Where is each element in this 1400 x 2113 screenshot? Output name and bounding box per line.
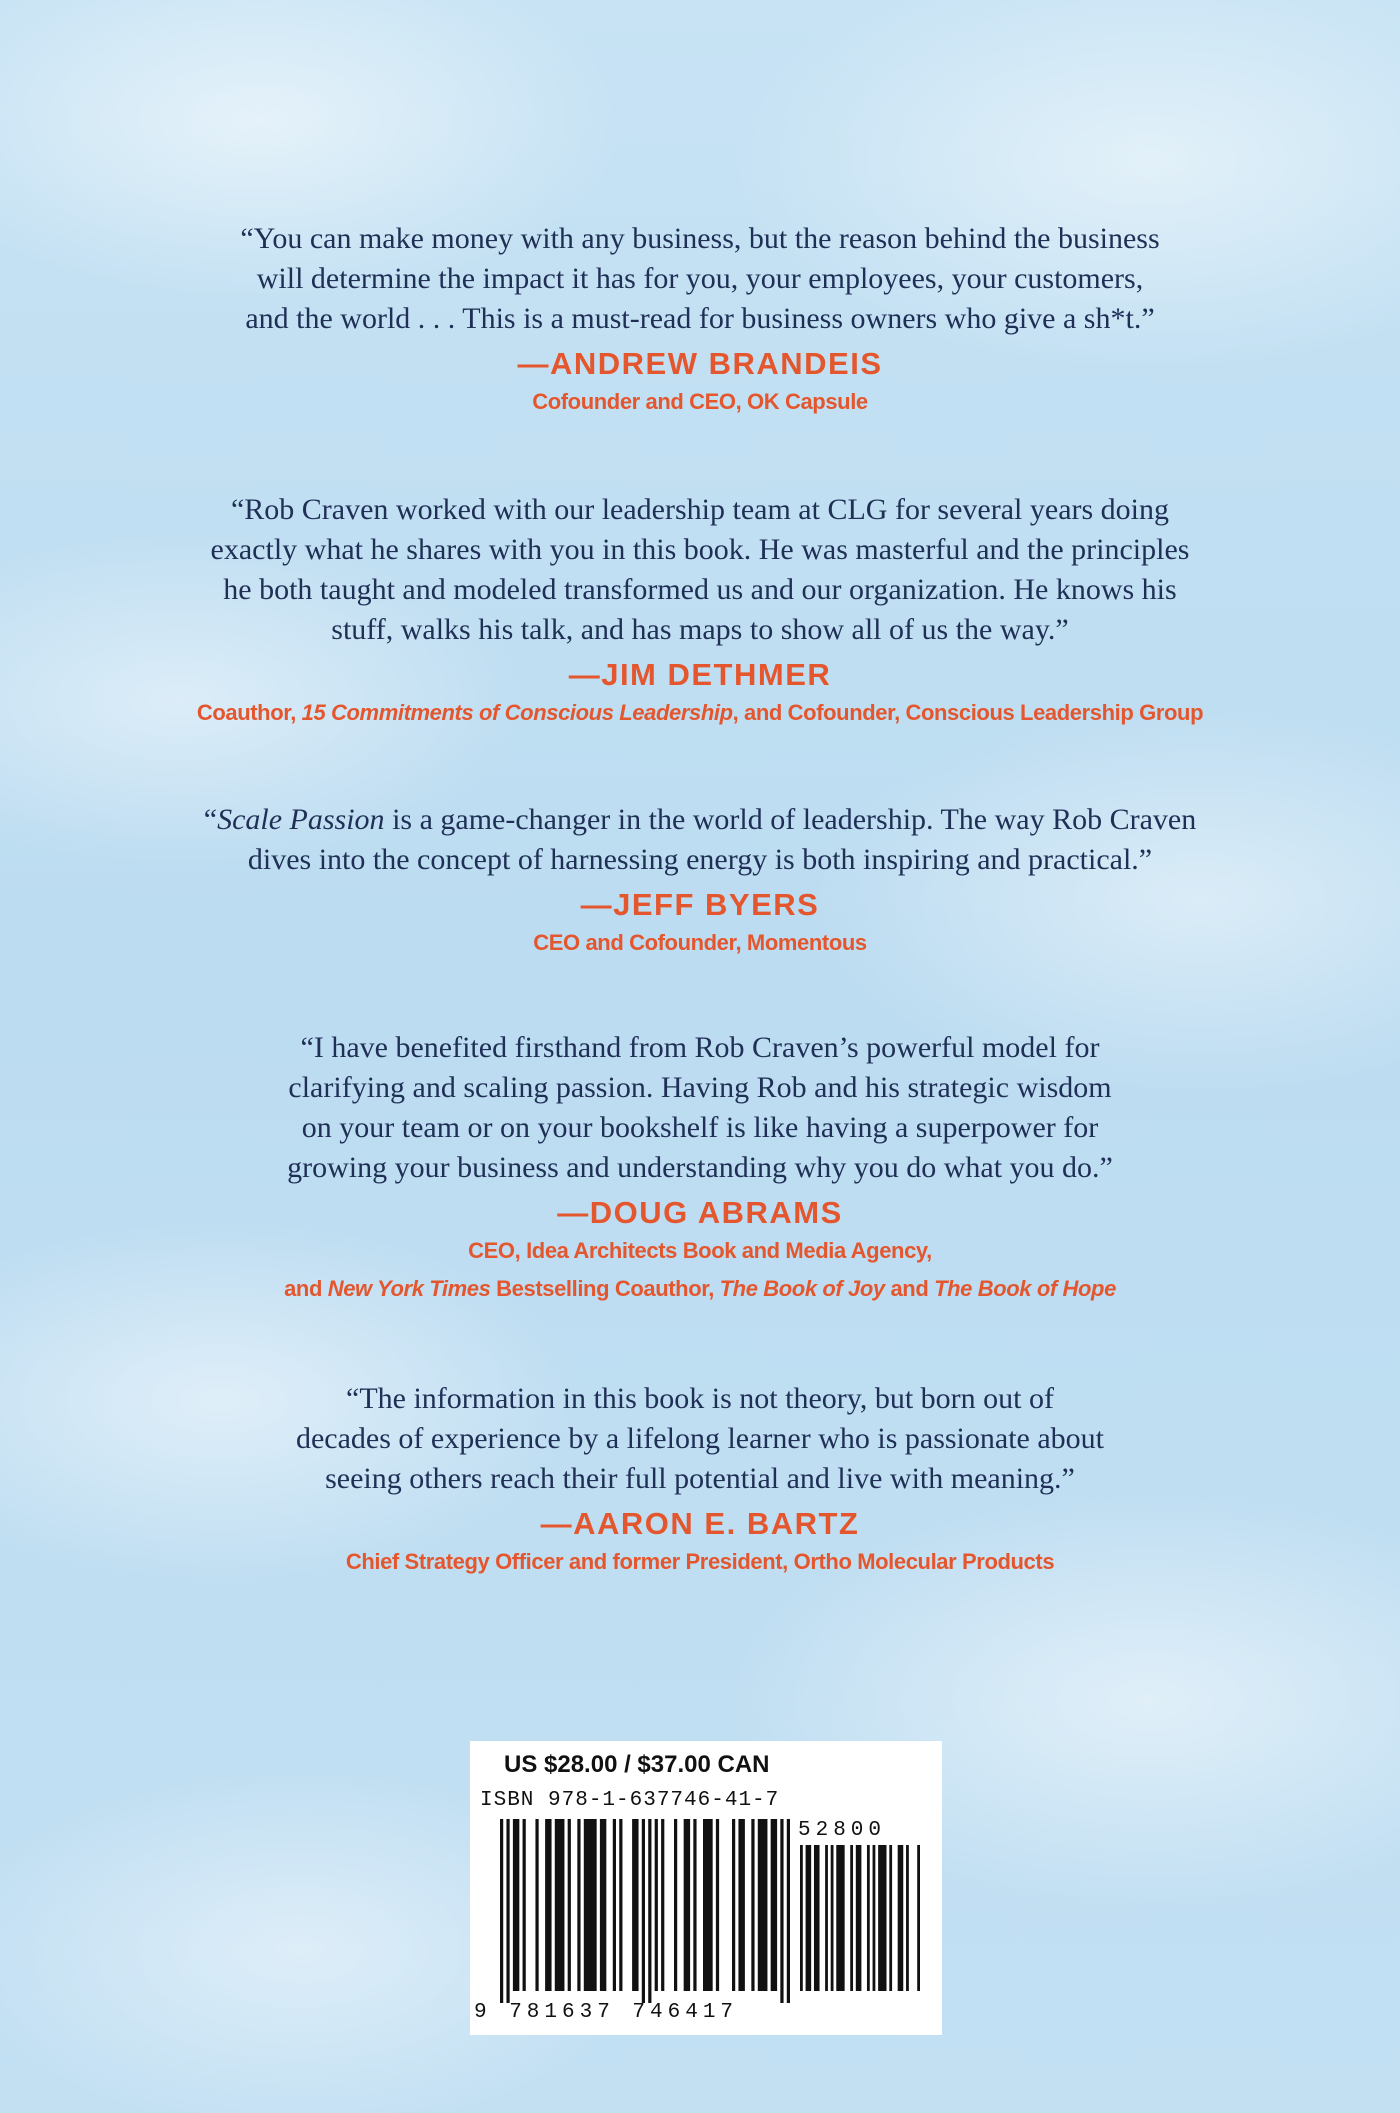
quote-line: and the world . . . This is a must-read for business owners who give a sh*t.” bbox=[245, 302, 1155, 335]
endorsement-jeff-byers bbox=[0, 800, 1400, 962]
book-title: 15 Commitments of Conscious Leadership bbox=[301, 700, 733, 725]
role-line bbox=[0, 694, 1400, 732]
quote-line: he both taught and modeled transformed us and our organization. He knows his bbox=[223, 573, 1177, 606]
barcode-bar bbox=[787, 1819, 790, 2003]
book-title: Scale Passion bbox=[217, 803, 385, 836]
role-line bbox=[0, 1270, 1400, 1308]
role-line: CEO and Cofounder, Momentous bbox=[533, 930, 867, 955]
barcode-bar bbox=[806, 1845, 812, 1991]
endorser-name: —JEFF BYERS bbox=[580, 887, 820, 922]
role-text: Coauthor, bbox=[196, 700, 302, 725]
endorsement-quote bbox=[0, 219, 1400, 339]
barcode-bar bbox=[780, 1819, 783, 2003]
barcode-bar bbox=[850, 1845, 853, 1991]
quote-line: “Rob Craven worked with our leadership team at CLG for several years doing bbox=[230, 493, 1170, 526]
isbn-text: ISBN 978-1-637746-41-7 bbox=[480, 1789, 780, 1812]
barcode-bar bbox=[856, 1845, 862, 1991]
quote-line: growing your business and understanding why you do what you do.” bbox=[287, 1151, 1113, 1184]
quote-line: stuff, walks his talk, and has maps to show all of us the way.” bbox=[331, 613, 1069, 646]
barcode-bar bbox=[577, 1819, 580, 1991]
endorser-role bbox=[0, 1543, 1400, 1581]
barcode-bar bbox=[642, 1819, 645, 2003]
barcode-bar bbox=[600, 1819, 606, 1991]
endorser-role bbox=[0, 924, 1400, 962]
barcode-bar bbox=[661, 1819, 664, 1991]
endorsement-aaron-bartz bbox=[0, 1379, 1400, 1581]
barcode-bar bbox=[684, 1819, 690, 1991]
quote-text: is a game-changer in the world of leadership. The way Rob Craven bbox=[384, 803, 1197, 836]
quote-line: clarifying and scaling passion. Having Rob and his strategic wisdom bbox=[288, 1071, 1112, 1104]
quote-line: decades of experience by a lifelong learner who is passionate about bbox=[295, 1422, 1104, 1455]
barcode-bar bbox=[513, 1819, 519, 1991]
endorser-name: —ANDREW BRANDEIS bbox=[517, 346, 883, 381]
endorser-role bbox=[0, 1232, 1400, 1308]
barcode-bar bbox=[613, 1819, 616, 1991]
role-line: CEO, Idea Architects Book and Media Agency, bbox=[468, 1238, 932, 1263]
addon-digits: 52800 bbox=[798, 1819, 887, 1842]
endorsement-doug-abrams bbox=[0, 1028, 1400, 1308]
barcode-bar bbox=[716, 1819, 719, 1991]
book-title: The Book of Hope bbox=[934, 1276, 1116, 1301]
quote-line: “You can make money with any business, but the reason behind the business bbox=[240, 222, 1160, 255]
barcode-bar bbox=[906, 1845, 909, 1991]
barcode-bar bbox=[738, 1819, 744, 1991]
barcode-bar bbox=[500, 1819, 503, 2003]
book-title: The Book of Joy bbox=[719, 1276, 885, 1301]
quote-line: dives into the concept of harnessing energy is both inspiring and practical.” bbox=[247, 843, 1153, 876]
barcode-bar bbox=[898, 1845, 904, 1991]
barcode-bar bbox=[555, 1819, 565, 1991]
barcode-bar bbox=[632, 1819, 638, 1991]
barcode-bar bbox=[831, 1845, 834, 1991]
barcode-bar bbox=[771, 1819, 777, 1991]
barcode-bar bbox=[917, 1845, 920, 1991]
barcode-bar bbox=[758, 1819, 768, 1991]
isbn-barcode-label bbox=[470, 1741, 942, 2035]
price-text: US $28.00 / $37.00 CAN bbox=[504, 1751, 770, 1778]
barcode-bar bbox=[523, 1819, 526, 1991]
quote-line: seeing others reach their full potential and live with meaning.” bbox=[325, 1462, 1075, 1495]
endorsement-jim-dethmer bbox=[0, 490, 1400, 732]
quote-line bbox=[0, 800, 1400, 840]
quote-line: on your team or on your bookshelf is like having a superpower for bbox=[301, 1111, 1099, 1144]
barcode-bar bbox=[648, 1819, 651, 2003]
endorsement-quote bbox=[0, 800, 1400, 880]
barcode-bar bbox=[732, 1819, 735, 1991]
barcode-bar bbox=[836, 1845, 844, 1991]
barcode-bar bbox=[751, 1819, 754, 1991]
quote-text: “ bbox=[203, 803, 218, 836]
barcode-bar bbox=[674, 1819, 677, 1991]
role-line: Cofounder and CEO, OK Capsule bbox=[532, 389, 868, 414]
barcode-bar bbox=[506, 1819, 509, 2003]
barcode-bar bbox=[873, 1845, 876, 1991]
quote-line: “I have benefited firsthand from Rob Craven’s powerful model for bbox=[300, 1031, 1100, 1064]
barcode-bar bbox=[655, 1819, 658, 1991]
role-text: Bestselling Coauthor, bbox=[490, 1276, 720, 1301]
barcode-bar bbox=[814, 1845, 820, 1991]
endorser-role bbox=[0, 383, 1400, 421]
barcode-bar bbox=[584, 1819, 597, 1991]
endorsement-quote bbox=[0, 490, 1400, 650]
barcode-bar bbox=[568, 1819, 571, 1991]
publication-title: New York Times bbox=[327, 1276, 491, 1301]
endorser-role bbox=[0, 694, 1400, 732]
role-text: , and Cofounder, Conscious Leadership Group bbox=[732, 700, 1204, 725]
barcode-bar bbox=[703, 1819, 713, 1991]
barcode-bar bbox=[867, 1845, 870, 1991]
endorsement-andrew-brandeis bbox=[0, 219, 1400, 421]
barcode-bar bbox=[825, 1845, 828, 1991]
barcode-bar bbox=[889, 1845, 892, 1991]
ean13-barcode bbox=[500, 1819, 790, 2003]
quote-line: exactly what he shares with you in this book. He was masterful and the principles bbox=[210, 533, 1190, 566]
role-line: Chief Strategy Officer and former President, Ortho Molecular Products bbox=[345, 1549, 1055, 1574]
endorser-name: —AARON E. BARTZ bbox=[540, 1506, 860, 1541]
role-text: and bbox=[284, 1276, 328, 1301]
barcode-bar bbox=[535, 1819, 538, 1991]
endorser-name: —DOUG ABRAMS bbox=[557, 1195, 843, 1230]
barcode-bar bbox=[545, 1819, 551, 1991]
barcode-bar bbox=[693, 1819, 696, 1991]
quote-line: will determine the impact it has for you, your employees, your customers, bbox=[256, 262, 1144, 295]
addon-barcode bbox=[800, 1845, 920, 2003]
endorsement-quote bbox=[0, 1028, 1400, 1188]
ean13-digits: 9 781637 746417 bbox=[474, 2001, 739, 2024]
barcode-bar bbox=[800, 1845, 803, 1991]
barcode-bar bbox=[878, 1845, 886, 1991]
quote-line: “The information in this book is not theory, but born out of bbox=[346, 1382, 1054, 1415]
endorser-name: —JIM DETHMER bbox=[568, 657, 832, 692]
endorsement-quote bbox=[0, 1379, 1400, 1499]
role-text: and bbox=[884, 1276, 935, 1301]
barcode-bar bbox=[619, 1819, 622, 1991]
